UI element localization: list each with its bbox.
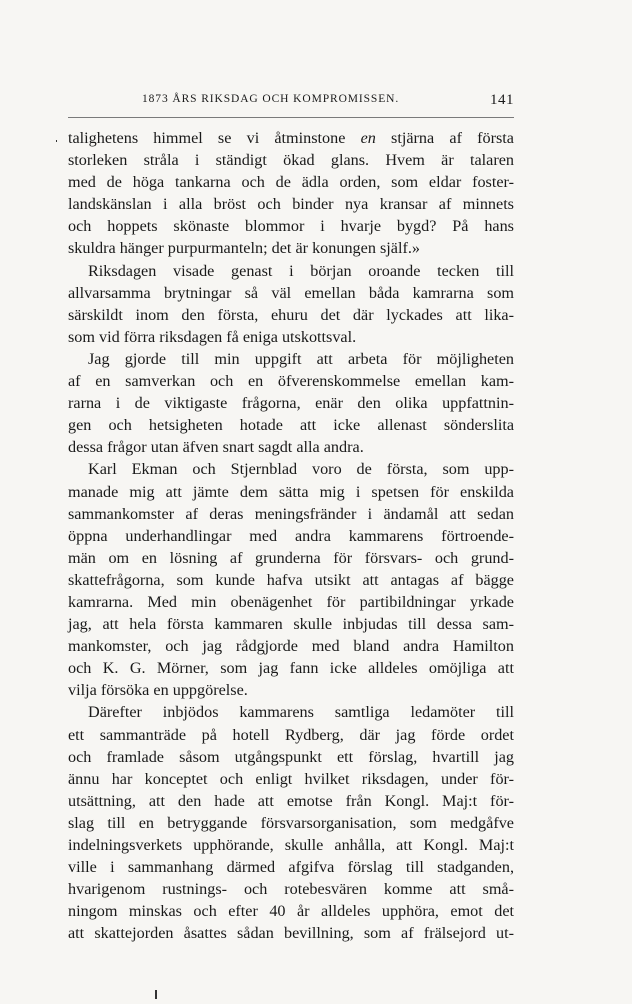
- text-line: [68, 856, 514, 878]
- running-head: [68, 93, 514, 111]
- text-line-content: kamrarna. Med min obenägenhet för partibildningar yrkade: [68, 592, 514, 611]
- text-line: [68, 591, 514, 613]
- print-speck: [155, 990, 157, 999]
- text-line-content: landskänslan i alla bröst och binder nya kransar af minnets: [68, 195, 514, 214]
- text-line-content: ville i sammanhang därmed afgifva förslag till stadganden,: [68, 858, 514, 877]
- text-line: [68, 812, 514, 834]
- text-line: [68, 149, 514, 171]
- text-line: [68, 922, 514, 944]
- text-line: [68, 215, 514, 237]
- text-line-content: dessa frågor utan äfven snart sagdt alla andra.: [68, 438, 364, 457]
- text-line: [68, 481, 514, 503]
- body-text: [68, 127, 514, 944]
- text-line: [68, 503, 514, 525]
- text-line: [68, 569, 514, 591]
- text-line-content: utsättning, att den hade att emotse från Kongl. Maj:t för-: [68, 791, 514, 810]
- text-line: [68, 768, 514, 790]
- text-line: [68, 348, 514, 370]
- text-line-content: att skattejorden åsattes sådan bevillning, som af frälsejord ut-: [68, 924, 514, 943]
- text-line: [68, 613, 514, 635]
- text-line: [68, 326, 514, 348]
- text-line: [68, 282, 514, 304]
- text-line-content: ännu har konceptet och enligt hvilket riksdagen, under för-: [68, 769, 514, 788]
- text-line-content: ningom minskas och efter 40 år alldeles upphöra, emot det: [68, 902, 514, 921]
- text-line-content: särskildt inom den första, ehuru det där lyckades att lika-: [68, 305, 514, 324]
- print-speck: [56, 140, 57, 142]
- text-line: [68, 193, 514, 215]
- text-line-content: slag till en betryggande försvarsorganisation, som medgåfve: [68, 813, 514, 832]
- text-line: [68, 790, 514, 812]
- text-line: [68, 724, 514, 746]
- text-line: [68, 834, 514, 856]
- text-line-content: Riksdagen visade genast i början oroande tecken till: [88, 261, 514, 280]
- text-line: [68, 458, 514, 480]
- text-line: [68, 127, 514, 149]
- text-line: [68, 679, 514, 701]
- text-line-content: gen och hetsigheten hotade att icke allenast sönderslita: [68, 416, 514, 435]
- header-rule: [68, 117, 514, 118]
- text-line-content: och hoppets skönaste blommor i hvarje bygd? På hans: [68, 217, 514, 236]
- text-line-content: Karl Ekman och Stjernblad voro de första, som upp-: [88, 460, 514, 479]
- text-line-content: med de höga tankarna och de ädla orden, som eldar foster-: [68, 173, 514, 192]
- text-line-content: jag, att hela första kammaren skulle inbjudas till dessa sam-: [68, 615, 514, 634]
- text-line-content: öppna underhandlingar med andra kammarens förtroende-: [68, 526, 514, 545]
- text-line-content: indelningsverkets upphörande, skulle anhålla, att Kongl. Maj:t: [68, 836, 514, 854]
- text-line: [68, 370, 514, 392]
- text-line: [68, 900, 514, 922]
- text-line-content: talighetens himmel se vi åtminstone: [68, 129, 361, 147]
- text-line-content: och K. G. Mörner, som jag fann icke alldeles omöjliga att: [68, 659, 514, 678]
- text-line-content: och framlade såsom utgångspunkt ett förslag, hvartill jag: [68, 747, 514, 766]
- text-line-content: mankomster, och jag rådgjorde med bland andra Hamilton: [68, 637, 514, 656]
- text-line: [68, 701, 514, 723]
- text-line-content: Därefter inbjödos kammarens samtliga ledamöter till: [88, 703, 514, 722]
- page-number: 141: [490, 92, 514, 108]
- text-line-content: skattefrågorna, som kunde hafva utsikt att antagas af bägge: [68, 570, 514, 589]
- text-line: [68, 746, 514, 768]
- text-line-content: Jag gjorde till min uppgift att arbeta för möjligheten: [88, 349, 514, 368]
- text-line: [68, 525, 514, 547]
- text-line-content: män om en lösning af grunderna för försvars- och grund-: [68, 548, 514, 567]
- running-title: 1873 ÅRS RIKSDAG OCH KOMPROMISSEN.: [142, 93, 400, 105]
- text-line: [68, 414, 514, 436]
- text-line-content: allvarsamma brytningar så väl emellan båda kamrarna som: [68, 283, 514, 302]
- text-line-content: som vid förra riksdagen få eniga utskottsval.: [68, 327, 357, 346]
- text-line: [68, 171, 514, 193]
- text-line-content: storleken stråla i ständigt ökad glans. Hvem är talaren: [68, 151, 514, 170]
- text-line: [68, 547, 514, 569]
- text-line-content: ett sammanträde på hotell Rydberg, där jag förde ordet: [68, 725, 514, 744]
- text-line: [68, 304, 514, 326]
- text-line-content: rarna i de viktigaste frågorna, enär den olika uppfattnin-: [68, 394, 514, 413]
- text-line-content: skuldra hänger purpurmanteln; det är konungen själf.»: [68, 239, 420, 258]
- text-line: [68, 657, 514, 679]
- text-line-content: vilja försöka en uppgörelse.: [68, 681, 248, 700]
- text-line: [68, 436, 514, 458]
- emphasized-word: en: [360, 129, 376, 147]
- text-line-content: sammankomster af deras meningsfränder i ändamål att sedan: [68, 504, 514, 523]
- text-line-content: af en samverkan och en öfverenskommelse emellan kam-: [68, 372, 514, 391]
- text-line-content: manade mig att jämte dem sätta mig i spetsen för enskilda: [68, 482, 514, 501]
- text-line-content: hvarigenom rustnings- och rotebesvären komme att små-: [68, 880, 514, 899]
- text-line-content: stjärna af första: [375, 129, 514, 147]
- text-line: [68, 260, 514, 282]
- text-line: [68, 392, 514, 414]
- text-line: [68, 635, 514, 657]
- text-line: [68, 237, 514, 259]
- text-line: [68, 878, 514, 900]
